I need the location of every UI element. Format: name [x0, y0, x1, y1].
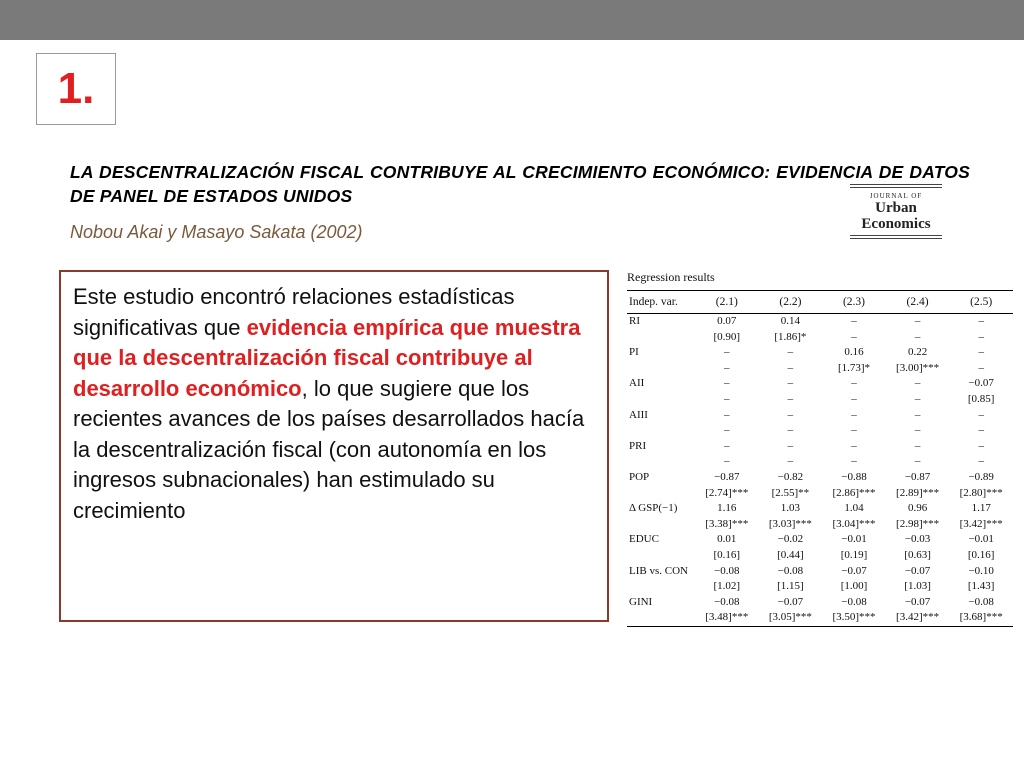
value-cell: 0.96 [907, 502, 928, 515]
value-cell: – [851, 392, 857, 405]
value-cell: −0.03 [904, 533, 931, 546]
value-cell: 1.16 [717, 502, 737, 515]
journal-logo-rule-bottom [850, 235, 942, 239]
table-row [627, 314, 1013, 330]
value-cell: [1.03] [904, 580, 931, 593]
variable-cell [627, 517, 695, 533]
variable-cell [627, 610, 695, 626]
table-row [627, 501, 1013, 517]
table-row [627, 532, 1013, 548]
value-cell: [0.16] [713, 548, 741, 561]
variable-cell: Δ GSP(−1) [629, 502, 678, 515]
value-cell: −0.10 [968, 564, 994, 577]
value-cell: −0.08 [714, 595, 740, 608]
value-cell: – [978, 330, 984, 343]
value-cell: −0.07 [904, 595, 931, 608]
value-cell: [1.02] [713, 580, 741, 593]
value-cell: – [724, 361, 730, 374]
value-cell: 1.17 [971, 502, 991, 515]
value-cell: – [787, 408, 794, 421]
value-cell: [2.55]** [771, 486, 810, 499]
variable-cell: POP [629, 470, 650, 483]
value-cell: – [851, 330, 857, 343]
value-cell: −0.07 [968, 377, 994, 390]
value-cell: [0.16] [967, 548, 995, 561]
summary-highlight: evidencia empírica que muestra que la descentralización fiscal contribuye al desarrollo económico [73, 314, 581, 401]
value-cell: – [914, 315, 921, 327]
value-cell: −0.82 [777, 470, 804, 483]
regression-table [627, 290, 1013, 627]
value-cell: – [724, 424, 730, 437]
header-cell: (2.1) [715, 296, 738, 308]
variable-cell: GINI [629, 595, 653, 608]
variable-cell: AII [629, 377, 645, 390]
value-cell: – [914, 377, 921, 390]
value-cell: – [851, 424, 857, 437]
value-cell: – [978, 346, 984, 359]
value-cell: [2.74]*** [705, 486, 749, 499]
value-cell: [0.85] [967, 392, 995, 405]
value-cell: [0.90] [713, 330, 741, 343]
value-cell: – [851, 377, 857, 390]
value-cell: – [787, 439, 794, 452]
variable-cell: AIII [629, 408, 648, 421]
value-cell: −0.08 [841, 595, 867, 608]
value-cell: −0.08 [968, 595, 994, 608]
variable-cell [627, 423, 695, 439]
value-cell: −0.01 [841, 533, 867, 546]
value-cell: [3.48]*** [705, 611, 749, 624]
value-cell: – [724, 377, 730, 390]
table-row [627, 376, 1013, 392]
value-cell: [1.00] [840, 580, 868, 593]
value-cell: [1.43] [967, 580, 995, 593]
journal-logo-top: JOURNAL OF [869, 192, 923, 200]
header-cell: Indep. var. [629, 296, 678, 308]
summary-text-2: , lo que sugiere que los recientes avances de los países desarrollados hacía la descentralización fiscal (con autonomía en los ingresos subnacionales) han estimulado su crecimiento [73, 375, 585, 523]
value-cell: 0.07 [717, 315, 737, 327]
value-cell: −0.89 [968, 470, 994, 483]
value-cell: – [851, 408, 857, 421]
value-cell: – [851, 315, 857, 327]
value-cell: [1.86]* [774, 330, 807, 343]
value-cell: 0.01 [717, 533, 737, 546]
value-cell: – [724, 455, 730, 468]
value-cell: – [978, 408, 984, 421]
value-cell: – [724, 439, 730, 452]
regression-header-row [627, 291, 1013, 314]
value-cell: 1.03 [780, 502, 801, 515]
summary-box [59, 270, 609, 622]
value-cell: [3.03]*** [768, 517, 812, 530]
table-row [627, 361, 1013, 377]
value-cell: – [914, 330, 921, 343]
value-cell: [0.44] [777, 548, 804, 561]
value-cell: [3.04]*** [832, 517, 876, 530]
value-cell: – [787, 392, 794, 405]
value-cell: – [787, 377, 794, 390]
regression-table-panel [627, 270, 1013, 627]
value-cell: – [914, 424, 921, 437]
value-cell: – [787, 424, 794, 437]
variable-cell: PRI [629, 439, 647, 452]
value-cell: – [724, 408, 730, 421]
table-row [627, 345, 1013, 361]
paper-authors: Nobou Akai y Masayo Sakata (2002) [70, 222, 363, 242]
header-cell: (2.4) [906, 296, 929, 308]
value-cell: – [914, 408, 921, 421]
value-cell: – [978, 361, 984, 374]
value-cell: – [978, 439, 984, 452]
table-row [627, 610, 1013, 626]
variable-cell [627, 454, 695, 470]
value-cell: [2.89]*** [896, 486, 940, 499]
value-cell: – [914, 439, 921, 452]
table-row [627, 423, 1013, 439]
value-cell: −0.07 [841, 564, 867, 577]
value-cell: −0.88 [841, 470, 867, 483]
table-row [627, 330, 1013, 346]
table-row [627, 408, 1013, 424]
value-cell: 0.16 [844, 346, 864, 359]
top-bar [0, 0, 1024, 40]
header-cell: (2.2) [779, 296, 802, 308]
value-cell: – [851, 439, 857, 452]
regression-body [627, 314, 1013, 627]
variable-cell: LIB vs. CON [629, 564, 688, 577]
value-cell: −0.87 [714, 470, 740, 483]
variable-cell [627, 361, 695, 377]
header-cell: (2.5) [970, 296, 993, 308]
variable-cell [627, 548, 695, 564]
value-cell: [1.15] [777, 580, 804, 593]
table-row [627, 454, 1013, 470]
value-cell: – [724, 392, 730, 405]
paper-title: LA DESCENTRALIZACIÓN FISCAL CONTRIBUYE AL CRECIMIENTO ECONÓMICO: EVIDENCIA DE DATOS DE PANEL DE ESTADOS UNIDOS [70, 162, 970, 206]
value-cell: [3.00]*** [896, 361, 940, 374]
value-cell: −0.07 [777, 595, 804, 608]
variable-cell [627, 330, 695, 346]
value-cell: −0.01 [968, 533, 994, 546]
value-cell: [0.19] [840, 548, 868, 561]
variable-cell [627, 579, 695, 595]
value-cell: [1.73]* [837, 361, 871, 374]
value-cell: [3.68]*** [959, 611, 1003, 624]
value-cell: [2.86]*** [832, 486, 876, 499]
slide-number: 1. [36, 53, 116, 125]
value-cell: −0.02 [777, 533, 804, 546]
variable-cell: RI [629, 315, 640, 327]
value-cell: – [787, 455, 794, 468]
table-row [627, 548, 1013, 564]
value-cell: – [787, 346, 794, 359]
value-cell: 0.22 [907, 346, 928, 359]
journal-logo-line2: Economics [861, 216, 931, 232]
value-cell: −0.08 [777, 564, 804, 577]
variable-cell: EDUC [629, 533, 659, 546]
value-cell: – [787, 361, 794, 374]
value-cell: −0.87 [904, 470, 931, 483]
value-cell: 0.14 [780, 315, 801, 327]
value-cell: – [914, 392, 921, 405]
value-cell: – [851, 455, 857, 468]
value-cell: −0.08 [714, 564, 740, 577]
table-row [627, 517, 1013, 533]
value-cell: −0.07 [904, 564, 931, 577]
value-cell: – [978, 315, 984, 327]
table-row [627, 486, 1013, 502]
table-row [627, 470, 1013, 486]
value-cell: [0.63] [904, 548, 931, 561]
value-cell: [3.05]*** [768, 611, 812, 624]
table-row [627, 392, 1013, 408]
table-row [627, 579, 1013, 595]
variable-cell [627, 486, 695, 502]
value-cell: [3.50]*** [832, 611, 876, 624]
value-cell: [2.80]*** [959, 486, 1003, 499]
value-cell: – [724, 346, 730, 359]
value-cell: – [914, 455, 921, 468]
table-row [627, 439, 1013, 455]
value-cell: – [978, 424, 984, 437]
journal-logo [848, 184, 944, 252]
journal-logo-line1: Urban [875, 200, 917, 216]
summary-text-1: Este estudio encontró relaciones estadísticas significativas que [73, 284, 515, 340]
journal-logo-rule-top [850, 184, 942, 188]
value-cell: 1.04 [844, 502, 864, 515]
value-cell: [2.98]*** [896, 517, 940, 530]
regression-title: Regression results [627, 270, 715, 284]
header-cell: (2.3) [842, 296, 865, 308]
value-cell: [3.42]*** [959, 517, 1003, 530]
variable-cell: PI [629, 346, 639, 359]
table-row [627, 564, 1013, 580]
variable-cell [627, 392, 695, 408]
value-cell: – [978, 455, 984, 468]
value-cell: [3.42]*** [896, 611, 940, 624]
value-cell: [3.38]*** [705, 517, 749, 530]
table-row [627, 595, 1013, 611]
